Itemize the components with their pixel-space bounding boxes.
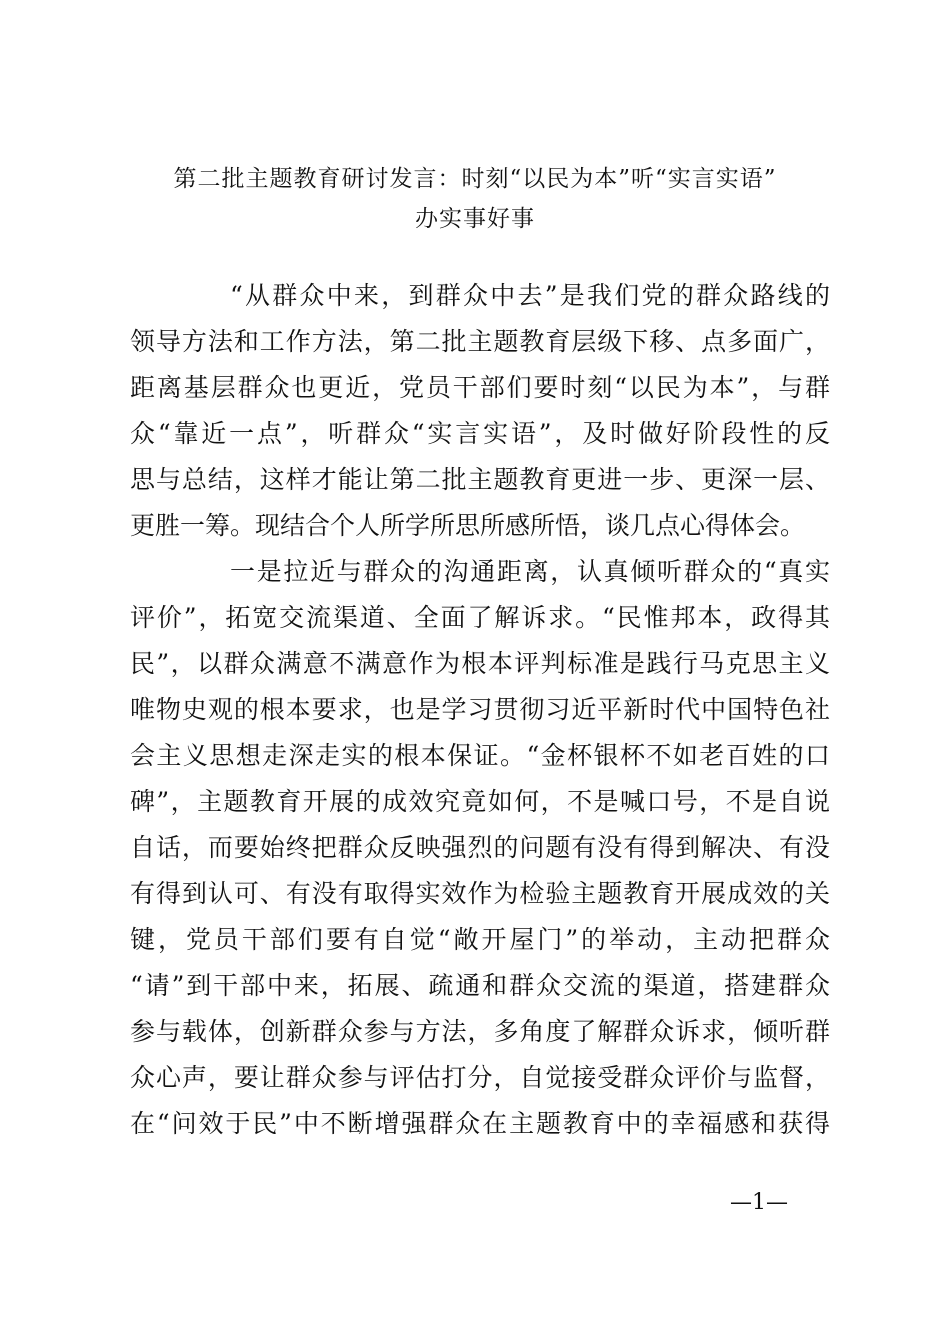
- paragraph-2-line: 评价”，拓宽交流渠道、全面了解诉求。“民惟邦本，政得其: [130, 603, 830, 632]
- paragraph-2-line: 参与载体，创新群众参与方法，多角度了解群众诉求，倾听群: [130, 1017, 830, 1046]
- paragraph-2-line: 碑”，主题教育开展的成效究竟如何，不是喊口号，不是自说: [130, 787, 830, 816]
- paragraph-1-line: 领导方法和工作方法，第二批主题教育层级下移、点多面广，: [130, 327, 830, 356]
- paragraph-1-line: 众“靠近一点”，听群众“实言实语”，及时做好阶段性的反: [130, 419, 830, 448]
- paragraph-2-line: 一是拉近与群众的沟通距离，认真倾听群众的“真实: [230, 557, 830, 586]
- paragraph-1-line: “从群众中来，到群众中去”是我们党的群众路线的: [230, 281, 830, 310]
- page-number: —1—: [730, 1190, 788, 1215]
- paragraph-1-line: 距离基层群众也更近，党员干部们要时刻“以民为本”，与群: [130, 373, 830, 402]
- paragraph-1-line: 思与总结，这样才能让第二批主题教育更进一步、更深一层、: [130, 465, 830, 494]
- document-title-line-1: 第二批主题教育研讨发言：时刻“以民为本”听“实言实语”: [173, 166, 777, 192]
- paragraph-2-line: 在“问效于民”中不断增强群众在主题教育中的幸福感和获得: [130, 1109, 830, 1138]
- paragraph-2-line: 众心声，要让群众参与评估打分，自觉接受群众评价与监督，: [130, 1063, 830, 1092]
- paragraph-2-line: 自话，而要始终把群众反映强烈的问题有没有得到解决、有没: [130, 833, 830, 862]
- paragraph-2-line: 会主义思想走深走实的根本保证。“金杯银杯不如老百姓的口: [130, 741, 830, 770]
- paragraph-2-line: 有得到认可、有没有取得实效作为检验主题教育开展成效的关: [130, 879, 830, 908]
- document-title-line-2: 办实事好事: [415, 206, 535, 232]
- paragraph-1-line: 更胜一筹。现结合个人所学所思所感所悟，谈几点心得体会。: [130, 511, 806, 540]
- paragraph-2-line: 民”，以群众满意不满意作为根本评判标准是践行马克思主义: [130, 649, 830, 678]
- paragraph-2-line: 唯物史观的根本要求，也是学习贯彻习近平新时代中国特色社: [130, 695, 830, 724]
- paragraph-2-line: 键，党员干部们要有自觉“敞开屋门”的举动，主动把群众: [130, 925, 830, 954]
- paragraph-2-line: “请”到干部中来，拓展、疏通和群众交流的渠道，搭建群众: [130, 971, 830, 1000]
